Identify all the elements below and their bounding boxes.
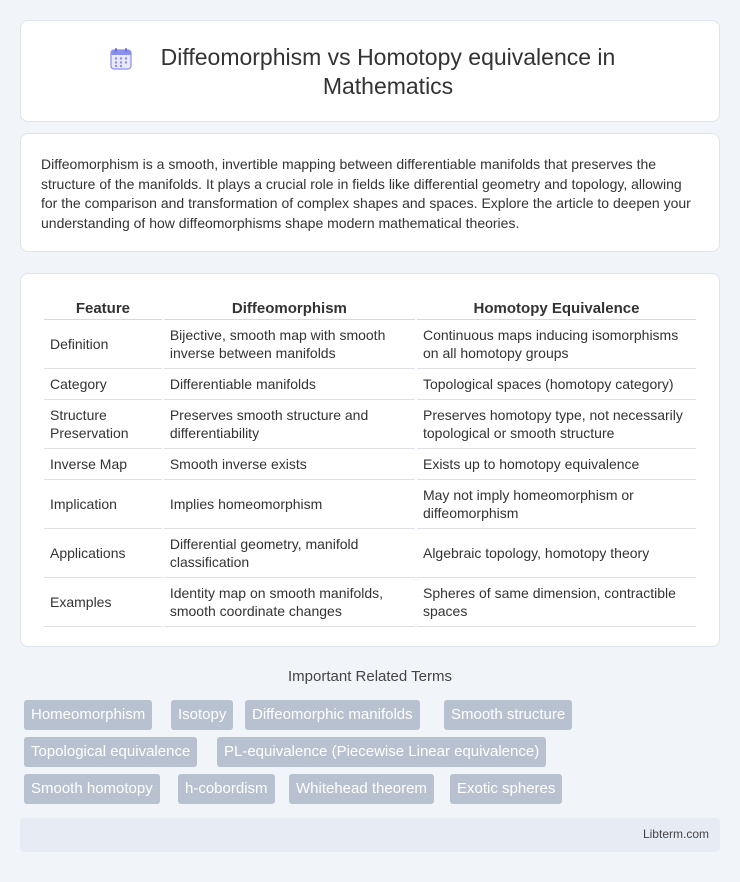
header-homotopy-equivalence: Homotopy Equivalence [417, 296, 696, 320]
header-diffeomorphism: Diffeomorphism [164, 296, 415, 320]
row-feature: Examples [44, 578, 162, 627]
table-row [44, 449, 696, 480]
table-row [44, 320, 696, 369]
tag-diffeomorphic-manifolds[interactable]: Diffeomorphic manifolds [245, 700, 420, 730]
tag-exotic-spheres[interactable]: Exotic spheres [450, 774, 562, 804]
tag-isotopy[interactable]: Isotopy [171, 700, 233, 730]
row-homotopy: Exists up to homotopy equivalence [417, 449, 696, 480]
tag-h-cobordism[interactable]: h-cobordism [178, 774, 275, 804]
row-feature: Definition [44, 320, 162, 369]
row-feature: Applications [44, 529, 162, 578]
table-header-row [44, 296, 696, 320]
tag-pl-equivalence[interactable]: PL-equivalence (Piecewise Linear equivalence) [217, 737, 546, 767]
title-card [20, 20, 720, 122]
table-row [44, 480, 696, 529]
row-feature: Structure Preservation [44, 400, 162, 449]
row-feature: Inverse Map [44, 449, 162, 480]
footer [20, 818, 720, 852]
row-homotopy: Spheres of same dimension, contractible spaces [417, 578, 696, 627]
row-homotopy: May not imply homeomorphism or diffeomorphism [417, 480, 696, 529]
table-row [44, 400, 696, 449]
row-homotopy: Continuous maps inducing isomorphisms on all homotopy groups [417, 320, 696, 369]
row-diffeomorphism: Identity map on smooth manifolds, smooth coordinate changes [164, 578, 415, 627]
row-diffeomorphism: Smooth inverse exists [164, 449, 415, 480]
row-feature: Category [44, 369, 162, 400]
row-homotopy: Topological spaces (homotopy category) [417, 369, 696, 400]
row-diffeomorphism: Implies homeomorphism [164, 480, 415, 529]
tag-topological-equivalence[interactable]: Topological equivalence [24, 737, 197, 767]
tag-smooth-homotopy[interactable]: Smooth homotopy [24, 774, 160, 804]
intro-card [20, 133, 720, 252]
table-row [44, 529, 696, 578]
comparison-table [42, 296, 698, 627]
tag-whitehead-theorem[interactable]: Whitehead theorem [289, 774, 434, 804]
comparison-table-card [20, 273, 720, 647]
header-feature: Feature [44, 296, 162, 320]
row-homotopy: Preserves homotopy type, not necessarily topological or smooth structure [417, 400, 696, 449]
table-row [44, 578, 696, 627]
page-title: Diffeomorphism vs Homotopy equivalence in Mathematics [160, 44, 616, 99]
table-row [44, 369, 696, 400]
intro-text: Diffeomorphism is a smooth, invertible mapping between differentiable manifolds that preserves the structure of the manifolds. It plays a crucial role in fields like differential geometry and topology, allowing for the comparison and transformation of complex shapes and spaces. Explore the article to deepen your understanding of how diffeomorphisms shape modern mathematical theories. [41, 156, 691, 231]
row-diffeomorphism: Differentiable manifolds [164, 369, 415, 400]
tag-homeomorphism[interactable]: Homeomorphism [24, 700, 152, 730]
footer-site-link[interactable]: Libterm.com [642, 827, 709, 841]
row-feature: Implication [44, 480, 162, 529]
row-diffeomorphism: Preserves smooth structure and differentiability [164, 400, 415, 449]
row-diffeomorphism: Differential geometry, manifold classification [164, 529, 415, 578]
related-terms-title: Important Related Terms [288, 668, 452, 685]
row-homotopy: Algebraic topology, homotopy theory [417, 529, 696, 578]
row-diffeomorphism: Bijective, smooth map with smooth inverse between manifolds [164, 320, 415, 369]
tag-smooth-structure[interactable]: Smooth structure [444, 700, 572, 730]
